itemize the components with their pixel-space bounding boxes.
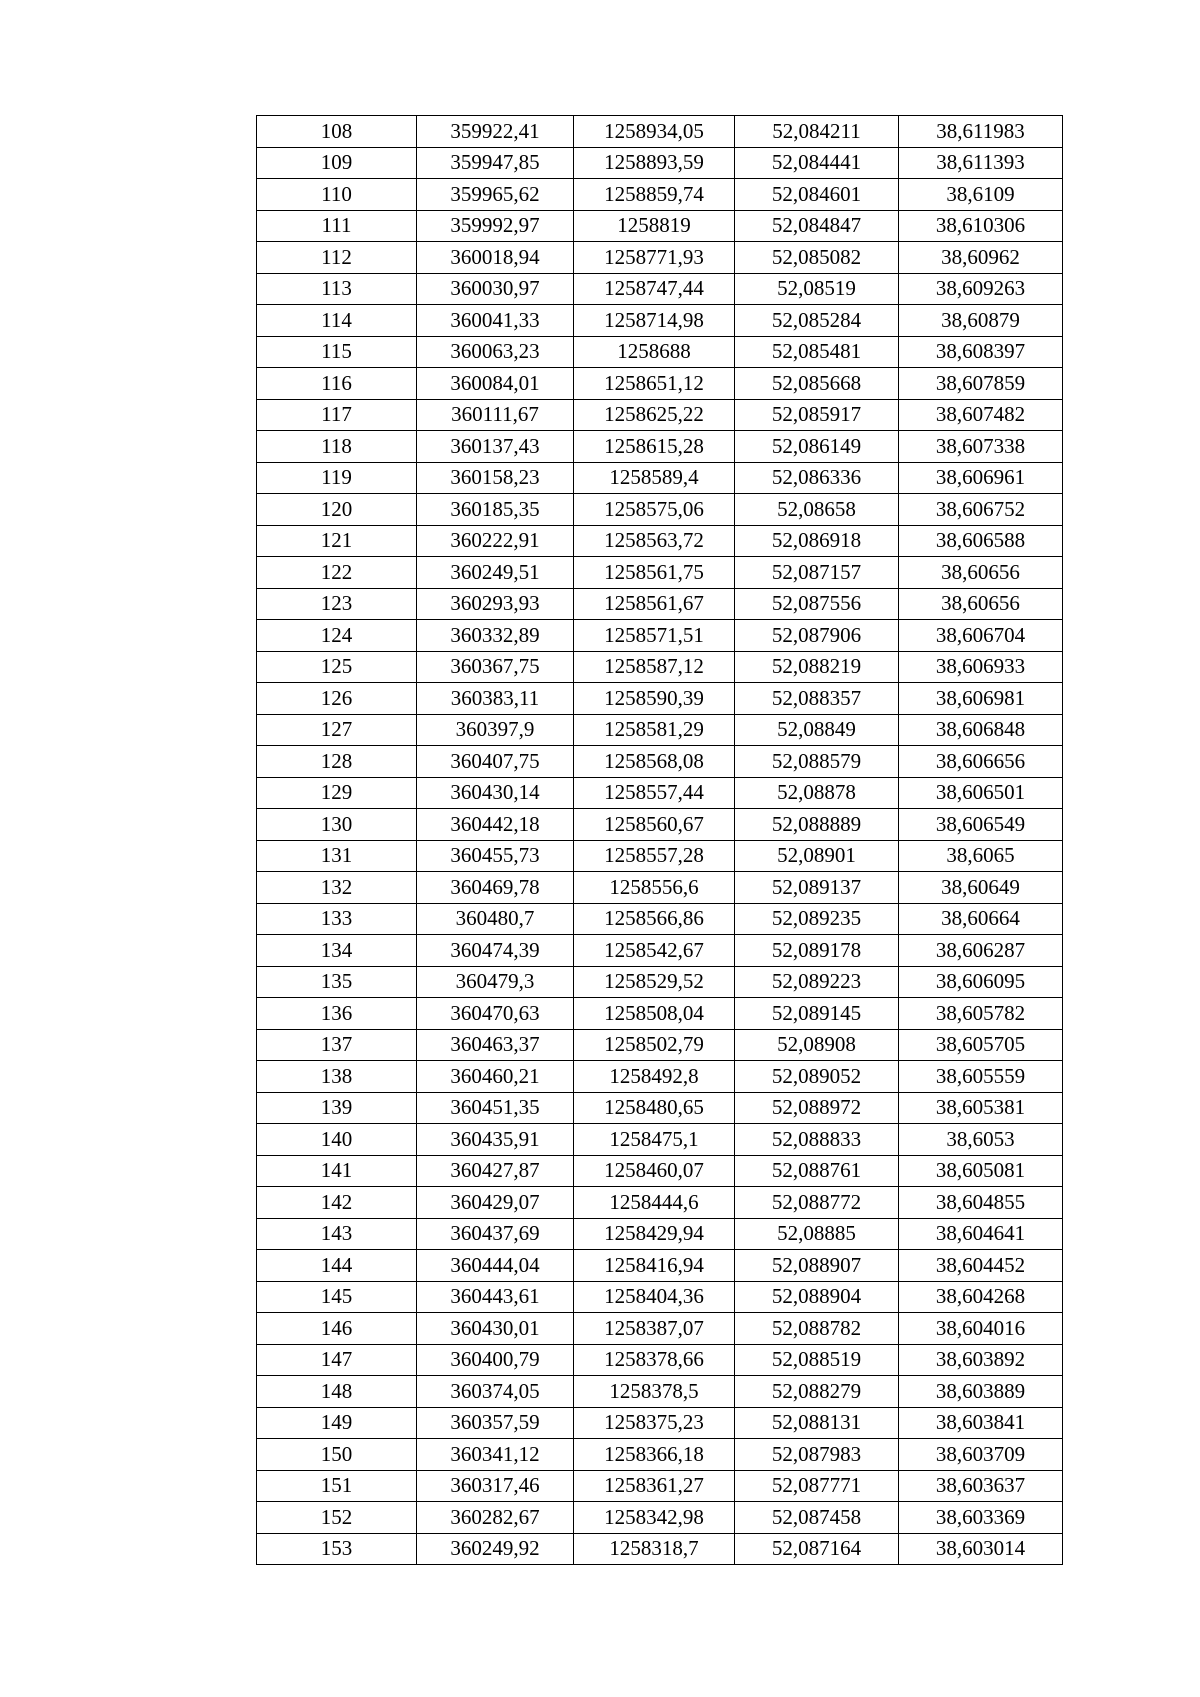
x-coordinate-cell: 360282,67 bbox=[417, 1502, 574, 1534]
table-row bbox=[257, 651, 1063, 683]
longitude-cell: 38,604855 bbox=[899, 1187, 1063, 1219]
table-row bbox=[257, 998, 1063, 1030]
longitude-cell: 38,609263 bbox=[899, 273, 1063, 305]
table-row bbox=[257, 368, 1063, 400]
latitude-cell: 52,085082 bbox=[735, 242, 899, 274]
longitude-cell: 38,606933 bbox=[899, 651, 1063, 683]
x-coordinate-cell: 360443,61 bbox=[417, 1281, 574, 1313]
y-coordinate-cell: 1258556,6 bbox=[574, 872, 735, 904]
latitude-cell: 52,088279 bbox=[735, 1376, 899, 1408]
longitude-cell: 38,604268 bbox=[899, 1281, 1063, 1313]
y-coordinate-cell: 1258542,67 bbox=[574, 935, 735, 967]
latitude-cell: 52,08908 bbox=[735, 1029, 899, 1061]
longitude-cell: 38,606704 bbox=[899, 620, 1063, 652]
y-coordinate-cell: 1258387,07 bbox=[574, 1313, 735, 1345]
x-coordinate-cell: 360479,3 bbox=[417, 966, 574, 998]
point-number-cell: 143 bbox=[257, 1218, 417, 1250]
table-row bbox=[257, 399, 1063, 431]
y-coordinate-cell: 1258934,05 bbox=[574, 116, 735, 148]
y-coordinate-cell: 1258378,5 bbox=[574, 1376, 735, 1408]
y-coordinate-cell: 1258404,36 bbox=[574, 1281, 735, 1313]
x-coordinate-cell: 360429,07 bbox=[417, 1187, 574, 1219]
point-number-cell: 123 bbox=[257, 588, 417, 620]
longitude-cell: 38,604452 bbox=[899, 1250, 1063, 1282]
latitude-cell: 52,088772 bbox=[735, 1187, 899, 1219]
x-coordinate-cell: 360437,69 bbox=[417, 1218, 574, 1250]
table-row bbox=[257, 179, 1063, 211]
table-row bbox=[257, 1502, 1063, 1534]
x-coordinate-cell: 359922,41 bbox=[417, 116, 574, 148]
table-row bbox=[257, 1124, 1063, 1156]
x-coordinate-cell: 360463,37 bbox=[417, 1029, 574, 1061]
table-row bbox=[257, 431, 1063, 463]
longitude-cell: 38,605705 bbox=[899, 1029, 1063, 1061]
latitude-cell: 52,089145 bbox=[735, 998, 899, 1030]
table-row bbox=[257, 1470, 1063, 1502]
point-number-cell: 142 bbox=[257, 1187, 417, 1219]
longitude-cell: 38,607482 bbox=[899, 399, 1063, 431]
table-row bbox=[257, 1155, 1063, 1187]
table-row bbox=[257, 620, 1063, 652]
longitude-cell: 38,605381 bbox=[899, 1092, 1063, 1124]
latitude-cell: 52,084601 bbox=[735, 179, 899, 211]
latitude-cell: 52,084847 bbox=[735, 210, 899, 242]
point-number-cell: 144 bbox=[257, 1250, 417, 1282]
x-coordinate-cell: 360474,39 bbox=[417, 935, 574, 967]
x-coordinate-cell: 360460,21 bbox=[417, 1061, 574, 1093]
x-coordinate-cell: 360185,35 bbox=[417, 494, 574, 526]
longitude-cell: 38,606588 bbox=[899, 525, 1063, 557]
point-number-cell: 137 bbox=[257, 1029, 417, 1061]
table-row bbox=[257, 809, 1063, 841]
y-coordinate-cell: 1258560,67 bbox=[574, 809, 735, 841]
y-coordinate-cell: 1258819 bbox=[574, 210, 735, 242]
table-row bbox=[257, 1407, 1063, 1439]
y-coordinate-cell: 1258651,12 bbox=[574, 368, 735, 400]
table-row bbox=[257, 210, 1063, 242]
point-number-cell: 110 bbox=[257, 179, 417, 211]
y-coordinate-cell: 1258416,94 bbox=[574, 1250, 735, 1282]
x-coordinate-cell: 359992,97 bbox=[417, 210, 574, 242]
x-coordinate-cell: 360400,79 bbox=[417, 1344, 574, 1376]
x-coordinate-cell: 360018,94 bbox=[417, 242, 574, 274]
point-number-cell: 141 bbox=[257, 1155, 417, 1187]
point-number-cell: 145 bbox=[257, 1281, 417, 1313]
longitude-cell: 38,607859 bbox=[899, 368, 1063, 400]
x-coordinate-cell: 360367,75 bbox=[417, 651, 574, 683]
longitude-cell: 38,608397 bbox=[899, 336, 1063, 368]
x-coordinate-cell: 360455,73 bbox=[417, 840, 574, 872]
point-number-cell: 132 bbox=[257, 872, 417, 904]
longitude-cell: 38,606981 bbox=[899, 683, 1063, 715]
latitude-cell: 52,088904 bbox=[735, 1281, 899, 1313]
table-row bbox=[257, 935, 1063, 967]
point-number-cell: 124 bbox=[257, 620, 417, 652]
y-coordinate-cell: 1258893,59 bbox=[574, 147, 735, 179]
table-row bbox=[257, 903, 1063, 935]
longitude-cell: 38,60664 bbox=[899, 903, 1063, 935]
table-row bbox=[257, 273, 1063, 305]
latitude-cell: 52,088889 bbox=[735, 809, 899, 841]
x-coordinate-cell: 360480,7 bbox=[417, 903, 574, 935]
y-coordinate-cell: 1258615,28 bbox=[574, 431, 735, 463]
y-coordinate-cell: 1258444,6 bbox=[574, 1187, 735, 1219]
point-number-cell: 139 bbox=[257, 1092, 417, 1124]
x-coordinate-cell: 360293,93 bbox=[417, 588, 574, 620]
longitude-cell: 38,611393 bbox=[899, 147, 1063, 179]
point-number-cell: 152 bbox=[257, 1502, 417, 1534]
y-coordinate-cell: 1258366,18 bbox=[574, 1439, 735, 1471]
table-row bbox=[257, 1439, 1063, 1471]
longitude-cell: 38,6109 bbox=[899, 179, 1063, 211]
longitude-cell: 38,606095 bbox=[899, 966, 1063, 998]
y-coordinate-cell: 1258480,65 bbox=[574, 1092, 735, 1124]
coordinates-table-body bbox=[257, 116, 1063, 1565]
x-coordinate-cell: 360158,23 bbox=[417, 462, 574, 494]
point-number-cell: 136 bbox=[257, 998, 417, 1030]
latitude-cell: 52,087771 bbox=[735, 1470, 899, 1502]
latitude-cell: 52,088519 bbox=[735, 1344, 899, 1376]
longitude-cell: 38,605559 bbox=[899, 1061, 1063, 1093]
x-coordinate-cell: 360332,89 bbox=[417, 620, 574, 652]
x-coordinate-cell: 360249,92 bbox=[417, 1533, 574, 1565]
longitude-cell: 38,60656 bbox=[899, 557, 1063, 589]
y-coordinate-cell: 1258529,52 bbox=[574, 966, 735, 998]
point-number-cell: 140 bbox=[257, 1124, 417, 1156]
x-coordinate-cell: 360111,67 bbox=[417, 399, 574, 431]
longitude-cell: 38,60656 bbox=[899, 588, 1063, 620]
y-coordinate-cell: 1258492,8 bbox=[574, 1061, 735, 1093]
x-coordinate-cell: 360084,01 bbox=[417, 368, 574, 400]
point-number-cell: 135 bbox=[257, 966, 417, 998]
point-number-cell: 128 bbox=[257, 746, 417, 778]
longitude-cell: 38,606961 bbox=[899, 462, 1063, 494]
y-coordinate-cell: 1258557,44 bbox=[574, 777, 735, 809]
y-coordinate-cell: 1258378,66 bbox=[574, 1344, 735, 1376]
longitude-cell: 38,606287 bbox=[899, 935, 1063, 967]
y-coordinate-cell: 1258625,22 bbox=[574, 399, 735, 431]
point-number-cell: 147 bbox=[257, 1344, 417, 1376]
y-coordinate-cell: 1258318,7 bbox=[574, 1533, 735, 1565]
point-number-cell: 112 bbox=[257, 242, 417, 274]
y-coordinate-cell: 1258561,67 bbox=[574, 588, 735, 620]
longitude-cell: 38,607338 bbox=[899, 431, 1063, 463]
longitude-cell: 38,603369 bbox=[899, 1502, 1063, 1534]
longitude-cell: 38,60879 bbox=[899, 305, 1063, 337]
table-row bbox=[257, 777, 1063, 809]
latitude-cell: 52,088131 bbox=[735, 1407, 899, 1439]
longitude-cell: 38,611983 bbox=[899, 116, 1063, 148]
point-number-cell: 151 bbox=[257, 1470, 417, 1502]
point-number-cell: 117 bbox=[257, 399, 417, 431]
latitude-cell: 52,089235 bbox=[735, 903, 899, 935]
table-row bbox=[257, 1187, 1063, 1219]
latitude-cell: 52,088782 bbox=[735, 1313, 899, 1345]
point-number-cell: 115 bbox=[257, 336, 417, 368]
y-coordinate-cell: 1258429,94 bbox=[574, 1218, 735, 1250]
latitude-cell: 52,085917 bbox=[735, 399, 899, 431]
point-number-cell: 146 bbox=[257, 1313, 417, 1345]
x-coordinate-cell: 360430,01 bbox=[417, 1313, 574, 1345]
y-coordinate-cell: 1258859,74 bbox=[574, 179, 735, 211]
longitude-cell: 38,6065 bbox=[899, 840, 1063, 872]
longitude-cell: 38,603709 bbox=[899, 1439, 1063, 1471]
table-row bbox=[257, 336, 1063, 368]
x-coordinate-cell: 360137,43 bbox=[417, 431, 574, 463]
coordinates-table bbox=[256, 115, 1063, 1565]
x-coordinate-cell: 360341,12 bbox=[417, 1439, 574, 1471]
x-coordinate-cell: 360063,23 bbox=[417, 336, 574, 368]
x-coordinate-cell: 360397,9 bbox=[417, 714, 574, 746]
point-number-cell: 118 bbox=[257, 431, 417, 463]
point-number-cell: 134 bbox=[257, 935, 417, 967]
point-number-cell: 111 bbox=[257, 210, 417, 242]
latitude-cell: 52,087164 bbox=[735, 1533, 899, 1565]
latitude-cell: 52,088972 bbox=[735, 1092, 899, 1124]
table-row bbox=[257, 1218, 1063, 1250]
latitude-cell: 52,088761 bbox=[735, 1155, 899, 1187]
y-coordinate-cell: 1258563,72 bbox=[574, 525, 735, 557]
longitude-cell: 38,6053 bbox=[899, 1124, 1063, 1156]
latitude-cell: 52,086918 bbox=[735, 525, 899, 557]
x-coordinate-cell: 360427,87 bbox=[417, 1155, 574, 1187]
latitude-cell: 52,08885 bbox=[735, 1218, 899, 1250]
latitude-cell: 52,087157 bbox=[735, 557, 899, 589]
y-coordinate-cell: 1258361,27 bbox=[574, 1470, 735, 1502]
y-coordinate-cell: 1258557,28 bbox=[574, 840, 735, 872]
point-number-cell: 148 bbox=[257, 1376, 417, 1408]
longitude-cell: 38,604016 bbox=[899, 1313, 1063, 1345]
longitude-cell: 38,606848 bbox=[899, 714, 1063, 746]
latitude-cell: 52,086149 bbox=[735, 431, 899, 463]
latitude-cell: 52,085284 bbox=[735, 305, 899, 337]
x-coordinate-cell: 360451,35 bbox=[417, 1092, 574, 1124]
table-row bbox=[257, 1533, 1063, 1565]
table-row bbox=[257, 714, 1063, 746]
table-row bbox=[257, 588, 1063, 620]
latitude-cell: 52,084441 bbox=[735, 147, 899, 179]
table-row bbox=[257, 1344, 1063, 1376]
x-coordinate-cell: 360407,75 bbox=[417, 746, 574, 778]
table-row bbox=[257, 116, 1063, 148]
x-coordinate-cell: 360430,14 bbox=[417, 777, 574, 809]
table-row bbox=[257, 1313, 1063, 1345]
table-row bbox=[257, 525, 1063, 557]
table-row bbox=[257, 746, 1063, 778]
latitude-cell: 52,08849 bbox=[735, 714, 899, 746]
point-number-cell: 149 bbox=[257, 1407, 417, 1439]
point-number-cell: 114 bbox=[257, 305, 417, 337]
table-row bbox=[257, 872, 1063, 904]
point-number-cell: 133 bbox=[257, 903, 417, 935]
y-coordinate-cell: 1258502,79 bbox=[574, 1029, 735, 1061]
latitude-cell: 52,086336 bbox=[735, 462, 899, 494]
y-coordinate-cell: 1258475,1 bbox=[574, 1124, 735, 1156]
point-number-cell: 127 bbox=[257, 714, 417, 746]
table-row bbox=[257, 557, 1063, 589]
latitude-cell: 52,085668 bbox=[735, 368, 899, 400]
point-number-cell: 121 bbox=[257, 525, 417, 557]
longitude-cell: 38,604641 bbox=[899, 1218, 1063, 1250]
latitude-cell: 52,089052 bbox=[735, 1061, 899, 1093]
x-coordinate-cell: 360374,05 bbox=[417, 1376, 574, 1408]
longitude-cell: 38,606656 bbox=[899, 746, 1063, 778]
latitude-cell: 52,087556 bbox=[735, 588, 899, 620]
y-coordinate-cell: 1258771,93 bbox=[574, 242, 735, 274]
table-row bbox=[257, 1281, 1063, 1313]
point-number-cell: 108 bbox=[257, 116, 417, 148]
longitude-cell: 38,610306 bbox=[899, 210, 1063, 242]
point-number-cell: 138 bbox=[257, 1061, 417, 1093]
y-coordinate-cell: 1258590,39 bbox=[574, 683, 735, 715]
x-coordinate-cell: 360469,78 bbox=[417, 872, 574, 904]
y-coordinate-cell: 1258581,29 bbox=[574, 714, 735, 746]
y-coordinate-cell: 1258714,98 bbox=[574, 305, 735, 337]
y-coordinate-cell: 1258375,23 bbox=[574, 1407, 735, 1439]
x-coordinate-cell: 360383,11 bbox=[417, 683, 574, 715]
table-row bbox=[257, 1092, 1063, 1124]
x-coordinate-cell: 360435,91 bbox=[417, 1124, 574, 1156]
table-row bbox=[257, 242, 1063, 274]
y-coordinate-cell: 1258508,04 bbox=[574, 998, 735, 1030]
x-coordinate-cell: 359947,85 bbox=[417, 147, 574, 179]
latitude-cell: 52,08878 bbox=[735, 777, 899, 809]
point-number-cell: 116 bbox=[257, 368, 417, 400]
y-coordinate-cell: 1258561,75 bbox=[574, 557, 735, 589]
table-row bbox=[257, 683, 1063, 715]
x-coordinate-cell: 360030,97 bbox=[417, 273, 574, 305]
longitude-cell: 38,606752 bbox=[899, 494, 1063, 526]
table-row bbox=[257, 494, 1063, 526]
latitude-cell: 52,088833 bbox=[735, 1124, 899, 1156]
longitude-cell: 38,60962 bbox=[899, 242, 1063, 274]
y-coordinate-cell: 1258688 bbox=[574, 336, 735, 368]
y-coordinate-cell: 1258571,51 bbox=[574, 620, 735, 652]
latitude-cell: 52,089137 bbox=[735, 872, 899, 904]
y-coordinate-cell: 1258589,4 bbox=[574, 462, 735, 494]
latitude-cell: 52,089178 bbox=[735, 935, 899, 967]
x-coordinate-cell: 360222,91 bbox=[417, 525, 574, 557]
longitude-cell: 38,606549 bbox=[899, 809, 1063, 841]
table-row bbox=[257, 966, 1063, 998]
x-coordinate-cell: 360470,63 bbox=[417, 998, 574, 1030]
point-number-cell: 122 bbox=[257, 557, 417, 589]
longitude-cell: 38,603014 bbox=[899, 1533, 1063, 1565]
point-number-cell: 126 bbox=[257, 683, 417, 715]
latitude-cell: 52,087458 bbox=[735, 1502, 899, 1534]
point-number-cell: 125 bbox=[257, 651, 417, 683]
table-row bbox=[257, 1061, 1063, 1093]
x-coordinate-cell: 360444,04 bbox=[417, 1250, 574, 1282]
point-number-cell: 119 bbox=[257, 462, 417, 494]
latitude-cell: 52,088219 bbox=[735, 651, 899, 683]
latitude-cell: 52,08658 bbox=[735, 494, 899, 526]
y-coordinate-cell: 1258342,98 bbox=[574, 1502, 735, 1534]
latitude-cell: 52,087906 bbox=[735, 620, 899, 652]
y-coordinate-cell: 1258587,12 bbox=[574, 651, 735, 683]
point-number-cell: 120 bbox=[257, 494, 417, 526]
point-number-cell: 109 bbox=[257, 147, 417, 179]
x-coordinate-cell: 359965,62 bbox=[417, 179, 574, 211]
latitude-cell: 52,088579 bbox=[735, 746, 899, 778]
latitude-cell: 52,087983 bbox=[735, 1439, 899, 1471]
table-row bbox=[257, 147, 1063, 179]
x-coordinate-cell: 360442,18 bbox=[417, 809, 574, 841]
y-coordinate-cell: 1258568,08 bbox=[574, 746, 735, 778]
table-row bbox=[257, 1250, 1063, 1282]
x-coordinate-cell: 360041,33 bbox=[417, 305, 574, 337]
point-number-cell: 153 bbox=[257, 1533, 417, 1565]
latitude-cell: 52,085481 bbox=[735, 336, 899, 368]
y-coordinate-cell: 1258575,06 bbox=[574, 494, 735, 526]
point-number-cell: 113 bbox=[257, 273, 417, 305]
table-row bbox=[257, 1029, 1063, 1061]
y-coordinate-cell: 1258747,44 bbox=[574, 273, 735, 305]
longitude-cell: 38,605081 bbox=[899, 1155, 1063, 1187]
longitude-cell: 38,605782 bbox=[899, 998, 1063, 1030]
longitude-cell: 38,603841 bbox=[899, 1407, 1063, 1439]
latitude-cell: 52,084211 bbox=[735, 116, 899, 148]
latitude-cell: 52,08901 bbox=[735, 840, 899, 872]
longitude-cell: 38,603637 bbox=[899, 1470, 1063, 1502]
point-number-cell: 150 bbox=[257, 1439, 417, 1471]
x-coordinate-cell: 360249,51 bbox=[417, 557, 574, 589]
point-number-cell: 129 bbox=[257, 777, 417, 809]
x-coordinate-cell: 360357,59 bbox=[417, 1407, 574, 1439]
longitude-cell: 38,603892 bbox=[899, 1344, 1063, 1376]
table-row bbox=[257, 840, 1063, 872]
point-number-cell: 130 bbox=[257, 809, 417, 841]
longitude-cell: 38,603889 bbox=[899, 1376, 1063, 1408]
point-number-cell: 131 bbox=[257, 840, 417, 872]
latitude-cell: 52,088907 bbox=[735, 1250, 899, 1282]
longitude-cell: 38,60649 bbox=[899, 872, 1063, 904]
table-row bbox=[257, 305, 1063, 337]
x-coordinate-cell: 360317,46 bbox=[417, 1470, 574, 1502]
latitude-cell: 52,089223 bbox=[735, 966, 899, 998]
table-row bbox=[257, 1376, 1063, 1408]
latitude-cell: 52,08519 bbox=[735, 273, 899, 305]
table-row bbox=[257, 462, 1063, 494]
y-coordinate-cell: 1258460,07 bbox=[574, 1155, 735, 1187]
longitude-cell: 38,606501 bbox=[899, 777, 1063, 809]
y-coordinate-cell: 1258566,86 bbox=[574, 903, 735, 935]
latitude-cell: 52,088357 bbox=[735, 683, 899, 715]
